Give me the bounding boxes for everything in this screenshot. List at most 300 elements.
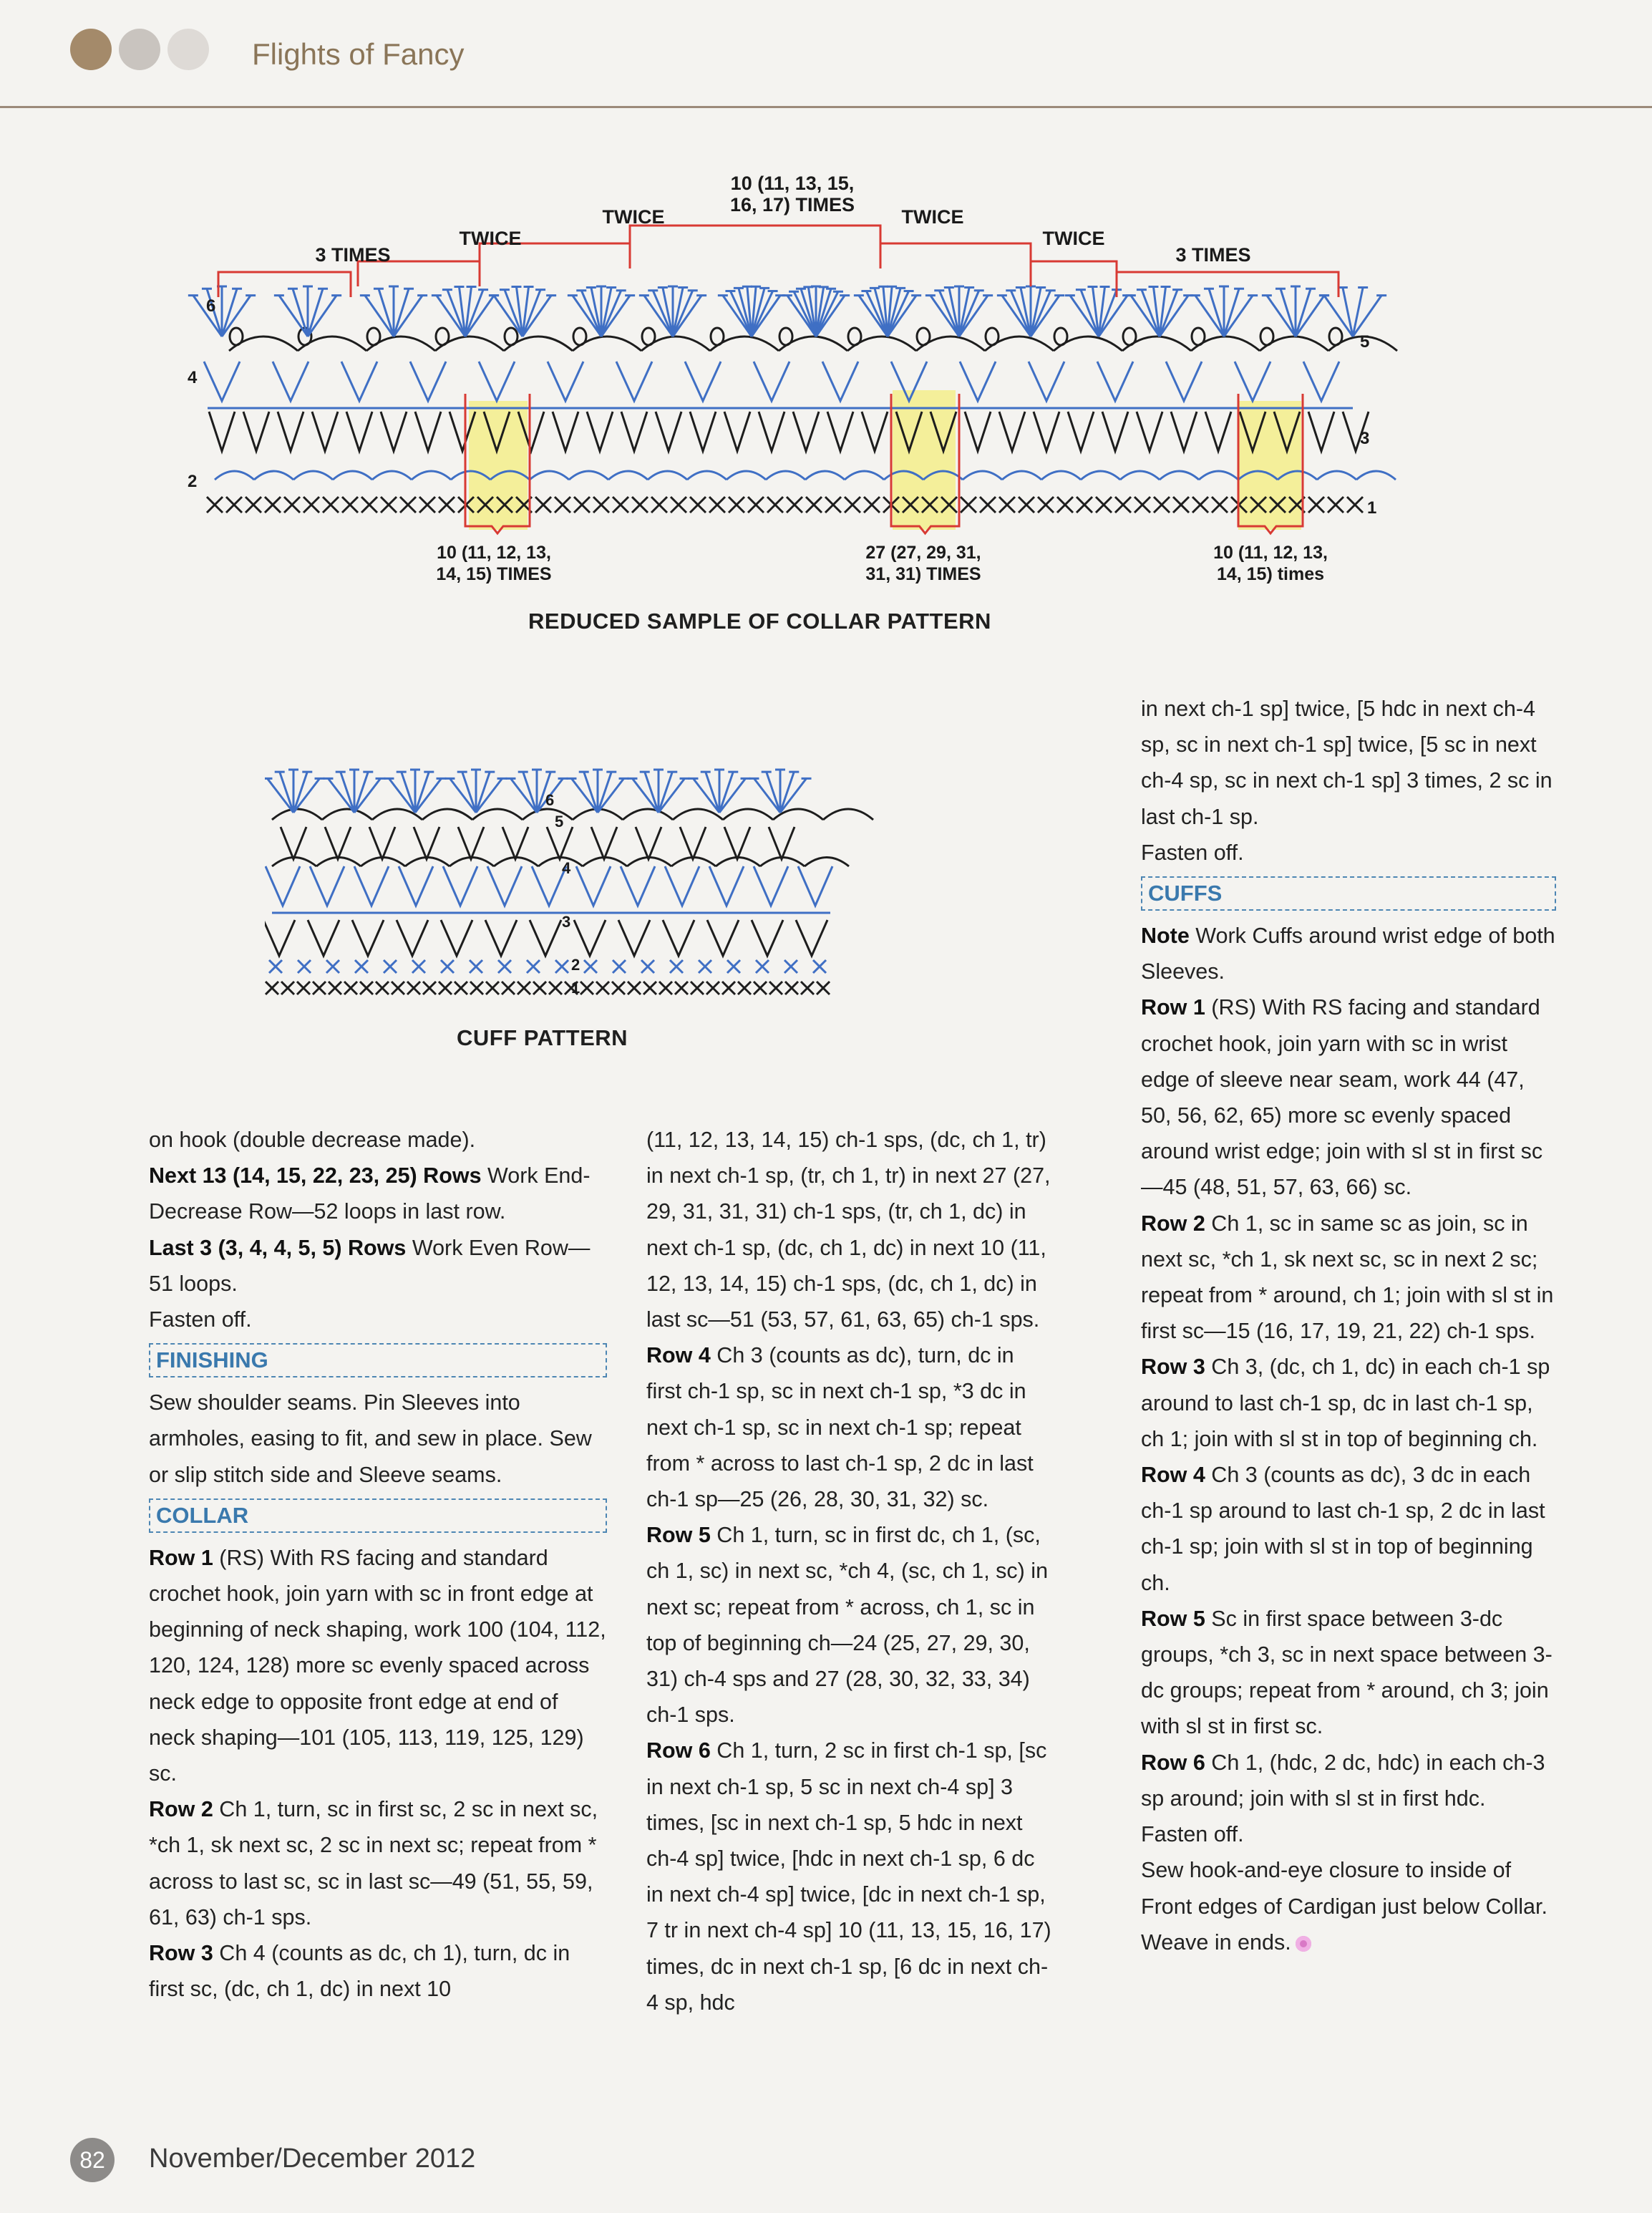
v-stitch-mark: [1205, 412, 1231, 451]
collar-label-twice: TWICE: [901, 206, 964, 228]
chain-arc-mark: [530, 471, 569, 480]
v-stitch-mark: [656, 412, 681, 451]
v-stitch-mark: [1166, 362, 1202, 401]
dc-stitch-mark: [274, 296, 308, 336]
sc-stitch-mark: [670, 960, 683, 973]
sc-stitch-mark: [498, 960, 511, 973]
cuff-row-number: 3: [562, 913, 571, 931]
sc-stitch-mark: [784, 960, 797, 973]
v-stitch-mark: [441, 920, 472, 956]
chain-arc-mark: [648, 471, 687, 480]
v-stitch-mark: [690, 412, 716, 451]
repeat-bracket-mark: [880, 243, 1031, 268]
paragraph: Row 6 Ch 1, turn, 2 sc in first ch-1 sp, [sc in next ch-1 sp, 5 sc in next ch-4 sp] 3 times, [sc in next ch-1 sp, 5 hdc in next ch-4 sp] twice, [hdc in next ch-1 sp, 6 dc in next ch-4 sp] twice, [dc in next ch-1 sp, 7 tr in next ch-4 sp] 10 (11, 13, 15, 16, 17) times, dc in next ch-1 sp, [6 dc in next ch-4 sp, hdc: [646, 1738, 1051, 2015]
section-title: Flights of Fancy: [252, 37, 465, 71]
v-stitch-mark: [530, 920, 561, 956]
sc-stitch-mark: [549, 982, 562, 994]
v-stitch-mark: [754, 866, 788, 906]
sc-stitch-mark: [376, 982, 389, 994]
v-stitch-mark: [381, 412, 407, 451]
sc-stitch-mark: [917, 328, 930, 345]
v-stitch-mark: [1235, 362, 1270, 401]
sc-stitch-mark: [441, 960, 454, 973]
cuff-chart-caption: CUFF PATTERN: [457, 1025, 628, 1050]
collar-chart: [179, 143, 1439, 587]
chain-arc-mark: [1199, 471, 1238, 480]
sc-stitch-mark: [864, 497, 880, 513]
sc-stitch-mark: [756, 960, 769, 973]
header-dot: [167, 29, 209, 70]
sc-stitch-mark: [706, 982, 719, 994]
paragraph: Fasten off.: [1141, 840, 1244, 865]
v-stitch-mark: [414, 827, 439, 859]
chain-arc-mark: [1081, 471, 1120, 480]
sc-stitch-mark: [642, 328, 655, 345]
v-stitch-mark: [796, 920, 827, 956]
v-stitch-mark: [265, 920, 295, 956]
sc-stitch-mark: [1038, 497, 1054, 513]
sc-stitch-mark: [690, 497, 706, 513]
dc-stitch-mark: [658, 287, 673, 336]
sc-stitch-mark: [298, 960, 311, 973]
sc-stitch-mark: [1123, 328, 1136, 345]
v-stitch-mark: [485, 920, 517, 956]
sc-stitch-mark: [801, 982, 814, 994]
sc-stitch-mark: [1077, 497, 1092, 513]
sc-stitch-mark: [779, 328, 792, 345]
v-stitch-mark: [665, 866, 699, 906]
sc-stitch-mark: [722, 982, 735, 994]
sc-stitch-mark: [207, 497, 223, 513]
paragraph: Row 4 Ch 3 (counts as dc), turn, dc in first ch-1 sp, sc in next ch-1 sp, *3 dc in next ch-1 sp, sc in next ch-1 sp; repeat from * across to last ch-1 sp, 2 dc in last ch-1 sp—25 (26, 28, 30, 31, 32) sc.: [646, 1343, 1034, 1512]
chain-arc-mark: [472, 809, 523, 820]
sc-stitch-mark: [360, 982, 373, 994]
v-stitch-mark: [458, 827, 484, 859]
v-stitch-mark: [1097, 362, 1133, 401]
sc-stitch-mark: [323, 497, 339, 513]
sc-stitch-mark: [226, 497, 242, 513]
sc-stitch-mark: [407, 982, 420, 994]
v-stitch-mark: [1303, 362, 1339, 401]
sc-stitch-mark: [769, 982, 782, 994]
v-stitch-mark: [798, 866, 832, 906]
dc-stitch-mark: [944, 287, 959, 336]
v-stitch-mark: [724, 412, 750, 451]
v-stitch-mark: [266, 866, 300, 906]
dc-stitch-mark: [775, 770, 785, 813]
text-column-1: [149, 1122, 607, 2007]
sc-stitch-mark: [584, 960, 597, 973]
v-stitch-mark: [663, 920, 694, 956]
collar-bottom-label-3b: 14, 15) times: [1216, 564, 1325, 584]
sc-stitch-mark: [1192, 328, 1205, 345]
dc-stitch-mark: [389, 286, 399, 336]
paragraph: Row 3 Ch 3, (dc, ch 1, dc) in each ch-1 sp around to last ch-1 sp, dc in last ch-1 sp, ch 1; join with sl st in top of beginning ch.: [1141, 1355, 1550, 1451]
chain-arc-mark: [687, 471, 727, 480]
v-stitch-mark: [822, 362, 858, 401]
dc-stitch-mark: [349, 770, 359, 813]
sc-stitch-mark: [313, 982, 326, 994]
sc-stitch-mark: [1019, 497, 1034, 513]
sc-stitch-mark: [580, 982, 593, 994]
repeat-bracket-mark: [218, 272, 351, 297]
sc-stitch-mark: [505, 328, 518, 345]
sc-stitch-mark: [675, 982, 688, 994]
v-stitch-mark: [576, 866, 611, 906]
sc-stitch-mark: [502, 982, 515, 994]
sc-stitch-mark: [392, 982, 404, 994]
chain-arc-mark: [322, 809, 372, 820]
collar-bottom-label-1b: 14, 15) TIMES: [436, 564, 552, 584]
sc-stitch-mark: [641, 960, 654, 973]
v-stitch-mark: [369, 827, 395, 859]
sc-stitch-mark: [230, 328, 243, 345]
chain-arc-mark: [845, 471, 884, 480]
repeat-bracket-mark: [1031, 261, 1117, 286]
sc-stitch-mark: [265, 497, 281, 513]
sc-stitch-mark: [848, 328, 861, 345]
v-stitch-mark: [960, 362, 996, 401]
dc-stitch-mark: [222, 296, 256, 336]
collar-bottom-label-1a: 10 (11, 12, 13,: [437, 543, 551, 563]
chain-arc-mark: [523, 809, 573, 820]
v-stitch-mark: [1137, 412, 1162, 451]
chain-arc-mark: [254, 471, 293, 480]
paragraph: Fasten off.: [1141, 1822, 1244, 1847]
collar-row-number: 2: [188, 472, 198, 491]
sc-stitch-mark: [613, 960, 626, 973]
v-stitch-mark: [310, 866, 344, 906]
v-stitch-mark: [1034, 412, 1059, 451]
collar-row-number: 6: [206, 296, 216, 316]
sc-stitch-mark: [518, 982, 530, 994]
chain-arc-mark: [1317, 471, 1356, 480]
v-stitch-mark: [587, 412, 613, 451]
sc-stitch-mark: [727, 960, 740, 973]
v-stitch-mark: [759, 412, 784, 451]
v-stitch-mark: [1102, 412, 1128, 451]
sc-stitch-mark: [613, 497, 628, 513]
v-stitch-mark: [399, 866, 433, 906]
v-stitch-mark: [397, 920, 428, 956]
dc-stitch-mark: [288, 770, 298, 813]
v-stitch-mark: [341, 362, 377, 401]
dc-stitch-mark: [308, 296, 341, 336]
v-stitch-mark: [724, 827, 750, 859]
v-stitch-mark: [204, 362, 240, 401]
sc-stitch-mark: [1308, 497, 1324, 513]
collar-label-twice: TWICE: [1042, 228, 1105, 249]
paragraph: Row 4 Ch 3 (counts as dc), 3 dc in each ch-1 sp around to last ch-1 sp, 2 dc in last ch-1 sp; join with sl st in top of beginning ch.: [1141, 1463, 1545, 1595]
chain-arc-mark: [372, 471, 412, 480]
sc-stitch-mark: [825, 497, 841, 513]
flower-icon: [1296, 1936, 1311, 1952]
chain-arc-mark: [422, 809, 472, 820]
dc-stitch-mark: [394, 296, 427, 336]
sc-stitch-mark: [574, 497, 590, 513]
v-stitch-mark: [680, 827, 706, 859]
sc-stitch-mark: [284, 497, 300, 513]
sc-stitch-mark: [555, 497, 570, 513]
v-stitch-mark: [999, 412, 1025, 451]
dc-stitch-mark: [653, 770, 664, 813]
sc-stitch-mark: [1096, 497, 1112, 513]
sc-stitch-mark: [999, 497, 1015, 513]
chain-arc-mark: [1002, 471, 1041, 480]
collar-row-number: 5: [1360, 332, 1370, 352]
sc-stitch-mark: [806, 497, 822, 513]
dc-stitch-mark: [593, 770, 603, 813]
dc-stitch-mark: [188, 296, 222, 336]
sc-stitch-mark: [729, 497, 744, 513]
v-stitch-mark: [709, 866, 744, 906]
chain-arc-mark: [766, 471, 805, 480]
paragraph: Row 3 Ch 4 (counts as dc, ch 1), turn, dc in first sc, (dc, ch 1, dc) in next 10: [149, 1941, 570, 2002]
v-stitch-mark: [532, 866, 566, 906]
dc-stitch-mark: [265, 778, 293, 813]
sc-stitch-mark: [785, 982, 798, 994]
v-stitch-mark: [325, 827, 351, 859]
paragraph: in next ch-1 sp] twice, [5 hdc in next ch-4 sp, sc in next ch-1 sp] twice, [5 sc in next ch-4 sp, sc in next ch-1 sp] 3 times, 2 sc in last ch-1 sp.: [1141, 697, 1553, 829]
header-dot: [70, 29, 112, 70]
v-stitch-mark: [707, 920, 739, 956]
v-stitch-mark: [352, 920, 384, 956]
cuff-row-number: 6: [545, 791, 555, 809]
sc-stitch-mark: [1328, 497, 1344, 513]
v-stitch-mark: [415, 412, 441, 451]
sc-stitch-mark: [787, 497, 802, 513]
chain-arc-mark: [1120, 471, 1160, 480]
sc-stitch-mark: [659, 982, 672, 994]
sc-stitch-mark: [470, 982, 483, 994]
sc-stitch-mark: [1329, 328, 1342, 345]
paragraph: Last 3 (3, 4, 4, 5, 5) Rows Work Even Row—51 loops.: [149, 1235, 591, 1296]
issue-date: November/December 2012: [149, 2144, 476, 2174]
dc-stitch-mark: [586, 287, 601, 336]
v-stitch-mark: [281, 827, 306, 859]
header-dot: [119, 29, 160, 70]
dc-stitch-mark: [471, 770, 481, 813]
sc-stitch-mark: [344, 982, 357, 994]
paragraph: Row 2 Ch 1, sc in same sc as join, sc in next sc, *ch 1, sk next sc, sc in next 2 sc; repeat from * around, ch 1; join with sl st in first sc—15 (16, 17, 19, 21, 22) ch-1 sps.: [1141, 1211, 1554, 1344]
sc-stitch-mark: [1134, 497, 1150, 513]
sc-stitch-mark: [699, 960, 711, 973]
v-stitch-mark: [308, 920, 339, 956]
chain-arc-mark: [215, 471, 254, 480]
chain-arc-mark: [608, 471, 648, 480]
paragraph: (11, 12, 13, 14, 15) ch-1 sps, (dc, ch 1, tr) in next ch-1 sp, (tr, ch 1, tr) in next 27 (27, 29, 31, 31, 31) ch-1 sps, (tr, ch 1, dc) in next ch-1 sp, (dc, ch 1, dc) in next 10 (11, 12, 13, 14, 15) ch-1 sps, (dc, ch 1, dc) in last sc—51 (53, 57, 61, 63, 65) ch-1 sps.: [646, 1128, 1051, 1332]
header-rule: [0, 106, 1652, 108]
sc-stitch-mark: [748, 497, 764, 513]
sc-stitch-mark: [455, 982, 467, 994]
cuff-row-number: 1: [571, 979, 580, 997]
finishing-heading: FINISHING: [149, 1343, 607, 1377]
sc-stitch-mark: [596, 982, 609, 994]
chain-arc-mark: [963, 471, 1002, 480]
collar-bottom-label-3a: 10 (11, 12, 13,: [1213, 543, 1328, 563]
paragraph: Row 5 Ch 1, turn, sc in first dc, ch 1, (sc, ch 1, sc) in next sc, *ch 4, (sc, ch 1, sc) in next sc; repeat from * across, ch 1, sc in top of beginning ch—24 (25, 27, 29, 30, 31) ch-4 sps and 27 (28, 30, 32, 33, 34) ch-1 sps.: [646, 1523, 1049, 1728]
paragraph: Row 1 (RS) With RS facing and standard crochet hook, join yarn with sc in front edge at beginning of neck shaping, work 100 (104, 112, 120, 124, 128) more sc evenly spaced across neck edge to opposite front edge at end of neck shaping—101 (105, 113, 119, 125, 129) sc.: [149, 1545, 606, 1786]
sc-stitch-mark: [297, 982, 310, 994]
sc-stitch-mark: [412, 960, 425, 973]
sc-stitch-mark: [632, 497, 648, 513]
chain-arc-mark: [412, 471, 451, 480]
sc-stitch-mark: [767, 497, 783, 513]
sc-stitch-mark: [533, 982, 546, 994]
sc-stitch-mark: [754, 982, 767, 994]
v-stitch-mark: [621, 412, 647, 451]
sc-stitch-mark: [817, 982, 830, 994]
sc-stitch-mark: [1192, 497, 1208, 513]
repeat-bracket-mark: [630, 226, 880, 251]
v-stitch-mark: [487, 866, 522, 906]
v-stitch-mark: [346, 412, 372, 451]
cuff-row-number: 2: [571, 956, 580, 974]
dc-stitch-mark: [1224, 296, 1258, 336]
sc-stitch-mark: [303, 497, 319, 513]
v-stitch-mark: [1029, 362, 1064, 401]
paragraph: Row 1 (RS) With RS facing and standard crochet hook, join yarn with sc in wrist edge of sleeve near seam, work 44 (47, 50, 56, 62, 65) more sc evenly spaced around wrist edge; join with sl st in first sc—45 (48, 51, 57, 63, 66) sc.: [1141, 995, 1543, 1200]
sc-stitch-mark: [709, 497, 725, 513]
paragraph: on hook (double decrease made).: [149, 1128, 476, 1152]
sc-stitch-mark: [711, 328, 724, 345]
collar-label-repeat-line1: 10 (11, 13, 15,: [730, 173, 855, 194]
dc-stitch-mark: [1262, 296, 1296, 336]
paragraph: Next 13 (14, 15, 22, 23, 25) Rows Work End-Decrease Row—52 loops in last row.: [149, 1163, 591, 1224]
v-stitch-mark: [312, 412, 338, 451]
sc-stitch-mark: [980, 497, 996, 513]
v-stitch-mark: [574, 920, 606, 956]
sc-stitch-mark: [246, 497, 261, 513]
cuff-row-number: 5: [555, 813, 564, 831]
collar-heading: COLLAR: [149, 1498, 607, 1533]
sc-stitch-mark: [593, 497, 609, 513]
dc-stitch-mark: [1291, 286, 1301, 336]
header-dots: [70, 29, 209, 70]
sc-stitch-mark: [361, 497, 377, 513]
v-stitch-mark: [1308, 412, 1334, 451]
sc-stitch-mark: [329, 982, 341, 994]
text-column-3: [1141, 691, 1556, 1960]
cuffs-heading: CUFFS: [1141, 876, 1556, 911]
sc-stitch-mark: [738, 982, 751, 994]
sc-stitch-mark: [436, 328, 449, 345]
v-stitch-mark: [443, 866, 477, 906]
v-stitch-mark: [354, 866, 389, 906]
collar-label-repeat-line2: 16, 17) TIMES: [729, 194, 855, 216]
cuff-row-number: 4: [562, 859, 571, 877]
collar-row-number: 1: [1367, 498, 1377, 518]
sc-stitch-mark: [986, 328, 999, 345]
sc-stitch-mark: [573, 328, 586, 345]
v-stitch-mark: [548, 362, 583, 401]
v-stitch-mark: [754, 362, 789, 401]
chain-arc-mark: [805, 858, 849, 867]
sc-stitch-mark: [381, 497, 397, 513]
page-number: 82: [70, 2138, 115, 2182]
sc-stitch-mark: [628, 982, 641, 994]
text-column-2: [646, 1122, 1054, 2020]
sc-stitch-mark: [813, 960, 826, 973]
collar-row-number: 3: [1360, 429, 1370, 448]
v-stitch-mark: [591, 827, 617, 859]
v-stitch-mark: [278, 412, 303, 451]
sc-stitch-mark: [439, 497, 455, 513]
collar-label-twice: TWICE: [602, 206, 665, 228]
v-stitch-mark: [502, 827, 528, 859]
sc-stitch-mark: [961, 497, 976, 513]
chain-arc-mark: [823, 809, 873, 820]
collar-bottom-label-2a: 27 (27, 29, 31,: [865, 543, 981, 563]
collar-label-3times: 3 TIMES: [1175, 244, 1251, 266]
chain-arc-mark: [1356, 471, 1396, 480]
sc-stitch-mark: [1347, 497, 1363, 513]
sc-stitch-mark: [486, 982, 499, 994]
sc-stitch-mark: [355, 960, 368, 973]
sc-stitch-mark: [651, 497, 667, 513]
dc-stitch-mark: [1353, 287, 1368, 336]
dc-stitch-mark: [714, 770, 724, 813]
v-stitch-mark: [769, 827, 795, 859]
v-stitch-mark: [636, 827, 661, 859]
sc-stitch-mark: [419, 497, 435, 513]
sc-stitch-mark: [643, 982, 656, 994]
sc-stitch-mark: [400, 497, 416, 513]
sc-stitch-mark: [1173, 497, 1189, 513]
chain-arc-mark: [805, 471, 845, 480]
paragraph: Note Work Cuffs around wrist edge of both Sleeves.: [1141, 924, 1555, 984]
chain-arc-mark: [723, 809, 773, 820]
chain-arc-mark: [569, 471, 608, 480]
chain-arc-mark: [1160, 471, 1199, 480]
paragraph: Fasten off.: [149, 1307, 252, 1332]
chain-arc-mark: [272, 809, 322, 820]
v-stitch-mark: [793, 412, 819, 451]
paragraph: Sew hook-and-eye closure to inside of Front edges of Cardigan just below Collar. Weave in ends.: [1141, 1858, 1547, 1955]
sc-stitch-mark: [612, 982, 625, 994]
v-stitch-mark: [685, 362, 721, 401]
sc-stitch-mark: [269, 960, 282, 973]
sc-stitch-mark: [1054, 328, 1067, 345]
sc-stitch-mark: [1057, 497, 1073, 513]
sc-stitch-mark: [1212, 497, 1228, 513]
sc-stitch-mark: [439, 982, 452, 994]
chain-arc-mark: [623, 809, 673, 820]
sc-stitch-mark: [326, 960, 339, 973]
chain-arc-mark: [293, 471, 333, 480]
v-stitch-mark: [209, 412, 235, 451]
v-stitch-mark: [862, 412, 888, 451]
sc-stitch-mark: [342, 497, 358, 513]
sc-stitch-mark: [281, 982, 294, 994]
v-stitch-mark: [243, 412, 269, 451]
sc-stitch-mark: [1115, 497, 1131, 513]
collar-bottom-label-2b: 31, 31) TIMES: [865, 564, 981, 584]
paragraph: Sew shoulder seams. Pin Sleeves into armholes, easing to fit, and sew in place. Sew or slip stitch side and Sleeve seams.: [149, 1390, 592, 1487]
v-stitch-mark: [553, 412, 578, 451]
sc-stitch-mark: [527, 960, 540, 973]
v-stitch-mark: [479, 362, 515, 401]
chain-arc-mark: [673, 809, 723, 820]
sc-stitch-mark: [1260, 328, 1273, 345]
sc-stitch-mark: [671, 497, 686, 513]
collar-row-number: 4: [188, 368, 198, 387]
v-stitch-mark: [547, 827, 573, 859]
collar-chart-caption: REDUCED SAMPLE OF COLLAR PATTERN: [528, 609, 991, 634]
dc-stitch-mark: [1190, 296, 1224, 336]
v-stitch-mark: [618, 920, 650, 956]
dc-stitch-mark: [1219, 286, 1229, 336]
